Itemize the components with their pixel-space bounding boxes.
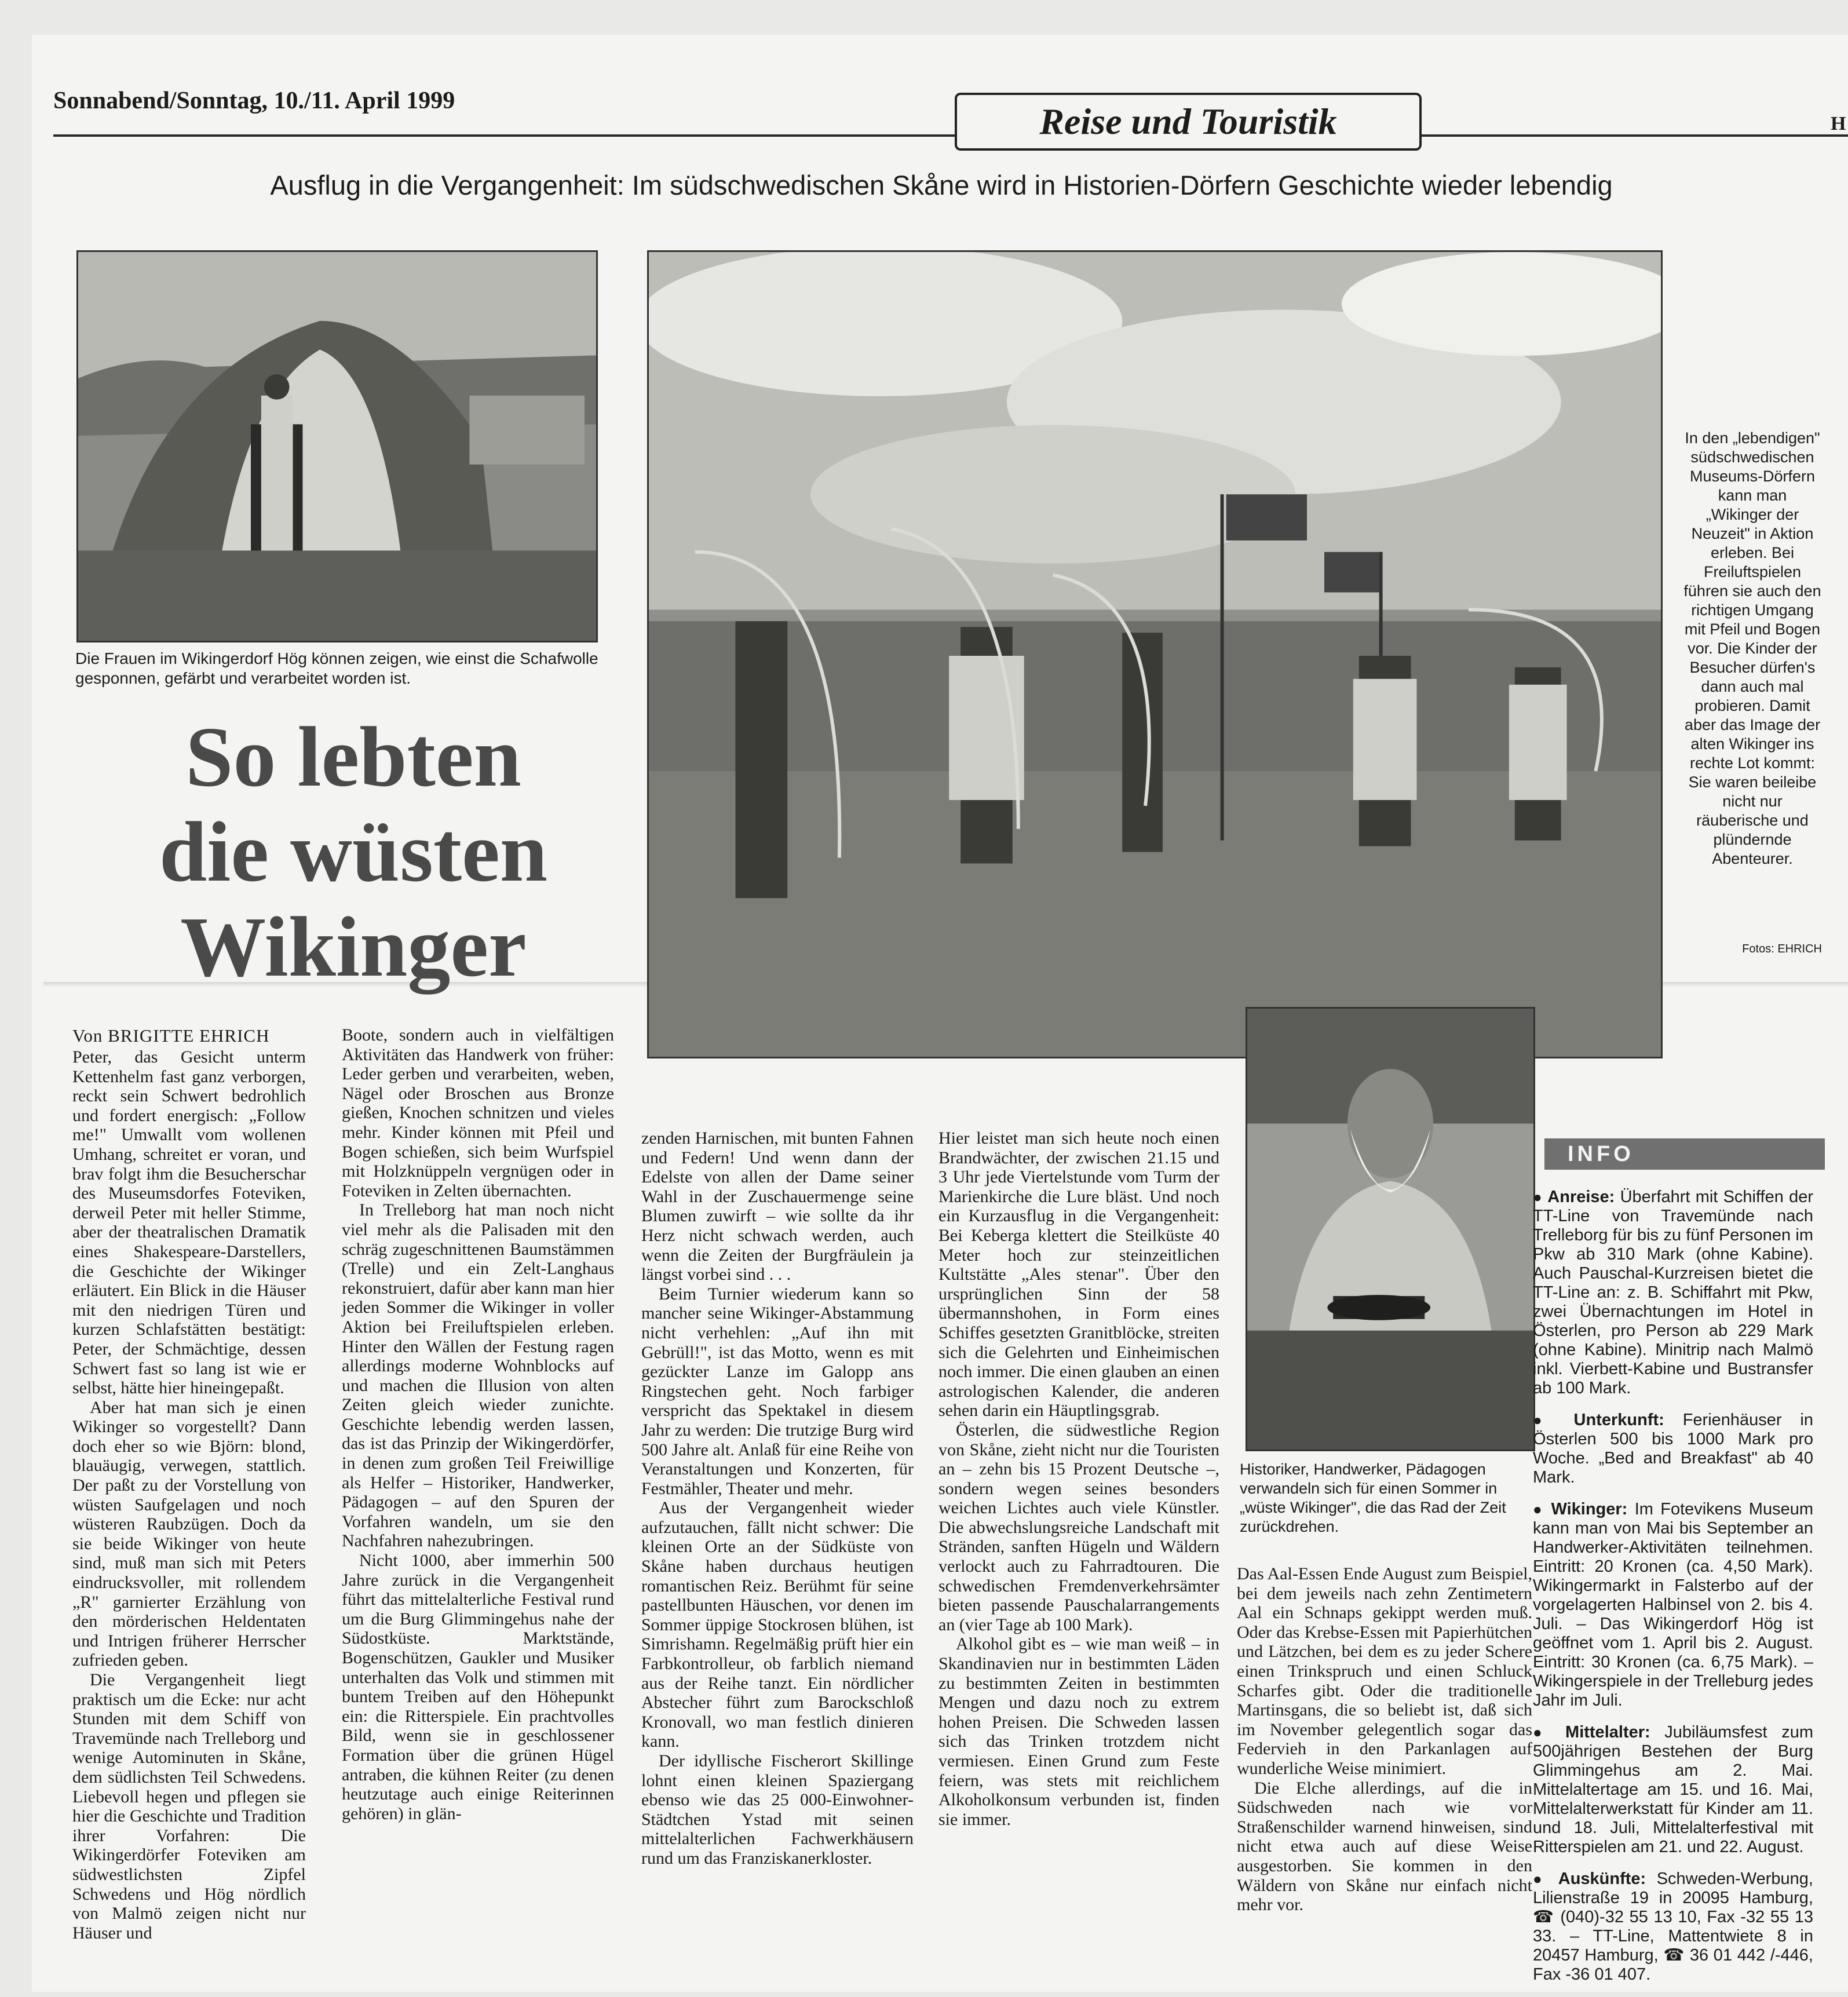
info-label: Wikinger: <box>1551 1500 1628 1518</box>
article-column-2 <box>342 1025 614 1823</box>
paragraph: Die Vergangenheit liegt praktisch um die Ecke: nur acht Stunden mit dem Schiff von Travemünde nach Trelleborg und wenige Autominuten in Skåne, dem südlichsten Teil Schwedens. Liebevoll hegen und pflegen sie hier die Geschichte und Tradition ihrer Vorfahren: Die Wikingerdörfer Foteviken am südwestlichsten Zipfel Schwedens und Hög nördlich von Malmö zeigen nicht nur Häuser und <box>72 1670 306 1943</box>
paragraph: Alkohol gibt es – wie man weiß – in Skandinavien nur in bestimmten Läden zu bestimmten Zeiten in bestimmten Mengen und dazu noch zu extrem hohen Preisen. Die Schweden lassen sich das Trinken trotzdem nicht vermiesen. Einen Grund zum Feste feiern, was stets mit reichlichem Alkoholkonsum verbunden ist, finden sie immer. <box>938 1634 1219 1829</box>
cut-letter: H <box>1831 113 1846 134</box>
paragraph: Hier leistet man sich heute noch einen Brandwächter, der zwischen 21.15 und 3 Uhr jede Viertelstunde vom Turm der Marienkirche die Lure bläst. Und noch ein Kurzausflug in die Vergangenheit: Bei Keberga klettert die Steilküste 40 Meter hoch zur steinzeitlichen Kultstätte „Ales stenar". Über den ursprünglichen Sinn der 58 übermannshohen, in Form eines Schiffes gesetzten Granitblöcke, streiten sich die Gelehrten und Einheimischen noch immer. Die einen glauben an einen astrologischen Kalender, die anderen sehen darin ein Häuptlingsgrab. <box>938 1129 1219 1421</box>
info-label: Auskünfte: <box>1558 1870 1646 1888</box>
caption-archers: In den „lebendigen" südschwedischen Museums-Dörfern kann man „Wikinger der Neuzeit" in Aktion erleben. Bei Freiluftspielen führen sie auch den richtigen Umgang mit Pfeil und Bogen vor. Die Kinder der Besucher dürfen's dann auch mal probieren. Damit aber das Image der alten Wikinger ins rechte Lot kommt: Sie waren beileibe nicht nur räuberische und plündernde Abenteurer. <box>1683 429 1821 867</box>
info-text: Jubiläumsfest zum 500jährigen Bestehen der Burg Glimmingehus am 2. Mai. Mittelaltertage am 15. und 16. Mai, Mittelalterwerkstatt für Kinder am 11. und 18. Juli, Mittelalterfestival mit Ritterspielen am 21. und 22. August. <box>1533 1723 1813 1856</box>
info-text: Ferienhäuser in Österlen 500 bis 1000 Mark pro Woche. „Bed and Breakfast" ab 40 Mark. <box>1533 1411 1813 1487</box>
headline-line: Wikinger <box>180 900 527 995</box>
paragraph: Österlen, die südwestliche Region von Skåne, zieht nicht nur die Touristen an – zehn bis 15 Prozent Deutsche –, sondern wegen seines besonders weichen Lichtes auch viele Künstler. Die abwechslungsreiche Landschaft mit Stränden, sanften Hügeln und Wäldern verlockt auch zu Fahrradtouren. Die schwedischen Fremdenverkehrsämter bieten passende Pauschalarrangements an (vier Tage ab 100 Mark). <box>938 1420 1219 1634</box>
kicker: Ausflug in die Vergangenheit: Im südschwedischen Skåne wird in Historien-Dörfern Geschichte wieder lebendig <box>270 170 1613 200</box>
byline: Von BRIGITTE EHRICH <box>72 1025 270 1046</box>
photo-historian <box>1246 1007 1535 1451</box>
paragraph: Aus der Vergangenheit wieder aufzutauchen, fällt nicht schwer: Die kleinen Orte an der Südküste von Skåne haben durchaus heutigen romantischen Reiz. Berühmt für seine pastellbunten Häuschen, vor denen im Sommer üppige Stockrosen blühen, ist Simrishamn. Regelmäßig prüft hier ein Farbkontrolleur, ob farblich niemand aus der Reihe tanzt. Ein nördlicher Abstecher führt zum Barockschloß Kronovall, wo man festlich dinieren kann. <box>641 1498 914 1751</box>
bullet-icon: ● <box>1533 1411 1574 1429</box>
info-item-unterkunft <box>1533 1411 1813 1487</box>
paragraph: zenden Harnischen, mit bunten Fahnen und Federn! Und wenn dann der Edelste von allen der Dame seiner Wahl in der Zuschauermenge seine Blumen zuwirft – wie sollte da ihr Herz nicht schwach werden, auch wenn die Zeiten der Burgfräulein ja längst vorbei sind . . . <box>641 1129 914 1284</box>
paragraph: Nicht 1000, aber immerhin 500 Jahre zurück in die Vergangenheit führt das mittelalterliche Festival rund um die Burg Glimmingehus nahe der Südostküste. Marktstände, Bogenschützen, Gaukler und Musiker unterhalten das Volk und stimmen mit buntem Treiben auf den Höhepunkt ein: die Ritterspiele. Ein prachtvolles Bild, wenn sie in geschlossener Formation über die grünen Hügel antraben, die kühnen Reiter (zu denen heutzutage auch einige Reiterinnen gehören) in glän- <box>342 1551 614 1823</box>
article-column-5 <box>1237 1564 1532 1915</box>
info-box <box>1533 1188 1813 1997</box>
photo-credit: Fotos: EHRICH <box>1742 943 1822 955</box>
headline-line: So lebten <box>185 710 521 805</box>
info-label: Anreise: <box>1547 1188 1615 1206</box>
photo-archers <box>647 250 1663 1058</box>
paragraph: Das Aal-Essen Ende August zum Beispiel, bei dem jeweils nach zehn Zentimetern Aal ein Schnaps gekippt werden muß. Oder das Krebse-Essen mit Papierhütchen und Lätzchen, bei dem es zu jeder Schere einen Trinkspruch und einen Schluck Scharfes gibt. Oder die traditionelle Martinsgans, die so beliebt ist, daß sich im November gelegentlich sogar das Federvieh in den Parkanlagen auf wunderliche Weise minimiert. <box>1237 1564 1532 1778</box>
header-rule <box>53 134 1848 137</box>
info-label: Unterkunft: <box>1573 1411 1664 1429</box>
info-item-anreise <box>1533 1188 1813 1398</box>
info-item-wikinger <box>1533 1500 1813 1710</box>
paragraph: Die Elche allerdings, auf die in Südschweden nach wie vor Straßenschilder warnend hinweisen, sind nicht etwa auch auf diese Weise ausgestorben. Sie kommen in den Wäldern von Skåne nur einfach nicht mehr vor. <box>1237 1778 1532 1915</box>
article-column-1 <box>72 1047 306 1943</box>
info-box-title: INFO <box>1544 1138 1825 1170</box>
caption-hut: Die Frauen im Wikingerdorf Hög können zeigen, wie einst die Schafwolle gesponnen, gefärbt und verarbeitet worden ist. <box>75 649 598 687</box>
info-text: Im Fotevikens Museum kann man von Mai bis September an Handwerker-Aktivitäten teilnehmen. Eintritt: 20 Kronen (ca. 4,50 Mark). Wikingermarkt in Falsterbo auf der vorgelagerten Halbinsel von 2. bis 4. Juli. – Das Wikingerdorf Hög ist geöffnet vom 1. April bis 2. August. Eintritt: 30 Kronen (ca. 6,75 Mark). – Wikingerspiele in der Trelleburg jedes Jahr im Juli. <box>1533 1500 1813 1710</box>
bullet-icon: ● <box>1533 1870 1558 1888</box>
paragraph: Boote, sondern auch in vielfältigen Aktivitäten das Handwerk von früher: Leder gerben und verarbeiten, weben, Nägel oder Broschen aus Bronze gießen, Knochen schnitzen und vieles mehr. Kinder können mit Pfeil und Bogen schießen, sich beim Wurfspiel mit Holzknüppeln vergnügen oder in Foteviken in Zelten übernachten. <box>342 1025 614 1200</box>
info-text: Überfahrt mit Schiffen der TT-Line von Travemünde nach Trelleborg für bis zu fünf Personen im Pkw ab 310 Mark (ohne Kabine). Auch Pauschal-Kurzreisen bietet die TT-Line an: z. B. Schiffahrt mit Pkw, zwei Übernachtungen im Hotel in Österlen, pro Person ab 229 Mark (ohne Kabine). Minitrip nach Malmö inkl. Vierbett-Kabine und Bustransfer ab 100 Mark. <box>1533 1188 1813 1397</box>
photo-hut <box>76 250 598 642</box>
paragraph: Peter, das Gesicht unterm Kettenhelm fast ganz verborgen, reckt sein Schwert bedrohlich und fordert energisch: „Follow me!" Umwallt vom wollenen Umhang, schreitet er voran, und brav folgt ihm die Besucherschar des Museumsdorfes Foteviken, derweil Peter mit heller Stimme, aber der theatralischen Dramatik eines Shakespeare-Darstellers, die Geschichte der Wikinger erläutert. Ein Blick in die Häuser mit den niedrigen Türen und kurzen Schlafstätten bestätigt: Peter, der Schmächtige, dessen Schwert fast so lang ist wie er selbst, hätte hier hineingepaßt. <box>72 1047 306 1398</box>
section-title: Reise und Touristik <box>955 93 1422 151</box>
headline-line: die wüsten <box>159 805 548 900</box>
bullet-icon: ● <box>1533 1501 1551 1518</box>
caption-historian: Historiker, Handwerker, Pädagogen verwandeln sich für einen Sommer in „wüste Wikinger", die das Rad der Zeit zurückdrehen. <box>1240 1461 1506 1535</box>
paragraph: Beim Turnier wiederum kann so mancher seine Wikinger-Abstammung nicht verhehlen: „Auf ihn mit Gebrüll!", ist das Motto, wenn es mit gezückter Lanze im Galopp ans Ringstechen geht. Noch farbiger verspricht das Spektakel in diesem Jahr zu werden: Die trutzige Burg wird 500 Jahre alt. Anlaß für eine Reihe von Veranstaltungen und Konzerten, für Festmähler, Theater und mehr. <box>641 1284 914 1498</box>
paragraph: Aber hat man sich je einen Wikinger so vorgestellt? Dann doch eher so wie Björn: blond, blauäugig, verwegen, stattlich. Der paßt zu der Vorstellung von wüsten Saufgelagen und noch wüsteren Raubzügen. Doch da sie beide Wikinger von heute sind, muß man sich mit Peters eindrucksvoller, mit rollendem „R" garnierter Erzählung von den mörderischen Heldentaten und Intrigen früherer Herrscher zufrieden geben. <box>72 1397 306 1670</box>
paragraph: In Trelleborg hat man noch nicht viel mehr als die Palisaden mit den schräg zugeschnittenen Baumstämmen (Trelle) und ein Zelt-Langhaus rekonstruiert, dafür aber kann man hier jeden Sommer die Wikinger in voller Aktion bei Freiluftspielen erleben. Hinter den Wällen der Festung ragen allerdings moderne Wohnblocks auf und machen die Illusion von alten Zeiten gleich wieder zunichte. Geschichte lebendig werden lassen, das ist das Prinzip der Wikingerdörfer, in denen zum großen Teil Freiwillige als Helfer – Historiker, Handwerker, Pädagogen – auf den Spuren der Vorfahren wandeln, um sie den Nachfahren nahezubringen. <box>342 1200 614 1551</box>
dateline: Sonnabend/Sonntag, 10./11. April 1999 <box>53 87 455 114</box>
headline <box>87 710 620 995</box>
paragraph: Der idyllische Fischerort Skillinge lohnt einen kleinen Spaziergang ebenso wie das 25 000-Einwohner-Städtchen Ystad mit seinen mittelalterlichen Fachwerkhäusern rund um das Franziskanerkloster. <box>641 1751 914 1868</box>
info-text: Schweden-Werbung, Lilienstraße 19 in 20095 Hamburg, ☎ (040)-32 55 13 10, Fax -32 55 13 33. – TT-Line, Mattentwiete 8 in 20457 Hamburg, ☎ 36 01 442 /-446, Fax -36 01 407. <box>1533 1870 1813 1984</box>
bullet-icon: ● <box>1533 1188 1548 1206</box>
info-item-mittelalter <box>1533 1723 1813 1857</box>
info-item-auskuenfte <box>1533 1870 1813 1984</box>
info-label: Mittelalter: <box>1565 1723 1650 1742</box>
article-column-4 <box>938 1129 1219 1829</box>
bullet-icon: ● <box>1533 1724 1566 1741</box>
article-column-3 <box>641 1129 914 1868</box>
